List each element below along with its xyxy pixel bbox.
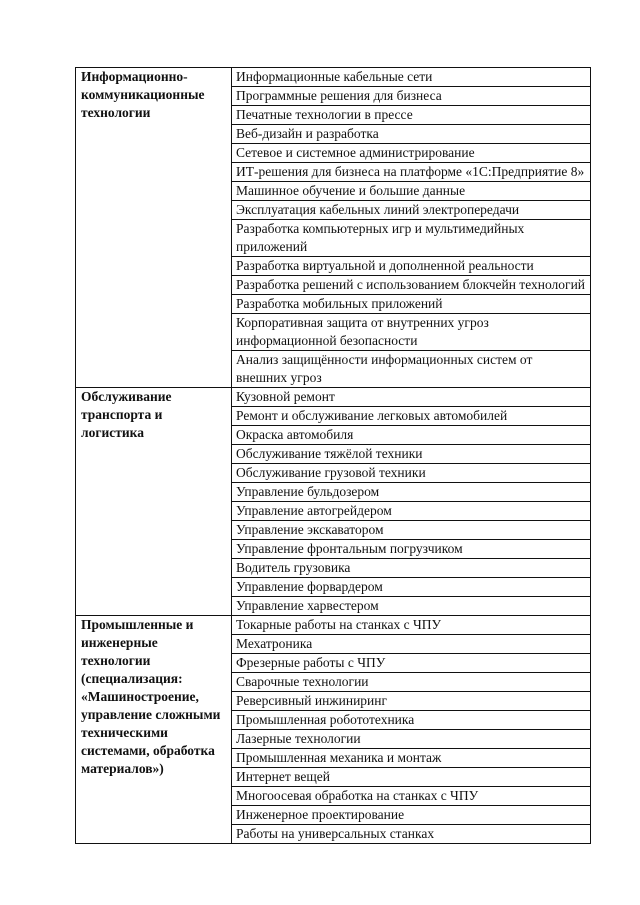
competency-cell: Инженерное проектирование xyxy=(232,806,591,825)
competency-cell: Многоосевая обработка на станках с ЧПУ xyxy=(232,787,591,806)
table-row xyxy=(76,68,591,87)
competency-cell: Фрезерные работы с ЧПУ xyxy=(232,654,591,673)
competency-cell: Разработка мобильных приложений xyxy=(232,295,591,314)
competency-cell: Машинное обучение и большие данные xyxy=(232,182,591,201)
competency-cell: Промышленная робототехника xyxy=(232,711,591,730)
competencies-table xyxy=(75,67,591,844)
competency-cell: Интернет вещей xyxy=(232,768,591,787)
competencies-table-body xyxy=(76,68,591,844)
competency-cell: Эксплуатация кабельных линий электропередачи xyxy=(232,201,591,220)
competency-cell: Сетевое и системное администрирование xyxy=(232,144,591,163)
competency-cell: Печатные технологии в прессе xyxy=(232,106,591,125)
competency-cell: Кузовной ремонт xyxy=(232,388,591,407)
competency-cell: Разработка виртуальной и дополненной реальности xyxy=(232,257,591,276)
competency-cell: Разработка компьютерных игр и мультимедийных приложений xyxy=(232,220,591,257)
competency-cell: Промышленная механика и монтаж xyxy=(232,749,591,768)
competency-cell: Водитель грузовика xyxy=(232,559,591,578)
competency-cell: Разработка решений с использованием блокчейн технологий xyxy=(232,276,591,295)
group-name-cell: Промышленные и инженерные технологии (специализация: «Машиностроение, управление сложными техническими системами, обработка материалов») xyxy=(76,616,232,844)
competency-cell: Управление экскаватором xyxy=(232,521,591,540)
competency-cell: Веб-дизайн и разработка xyxy=(232,125,591,144)
competency-cell: Управление автогрейдером xyxy=(232,502,591,521)
competency-cell: Мехатроника xyxy=(232,635,591,654)
competency-cell: Токарные работы на станках с ЧПУ xyxy=(232,616,591,635)
competency-cell: Управление форвардером xyxy=(232,578,591,597)
competency-cell: Управление бульдозером xyxy=(232,483,591,502)
competency-cell: Анализ защищённости информационных систем от внешних угроз xyxy=(232,351,591,388)
competency-cell: Работы на универсальных станках xyxy=(232,825,591,844)
competency-cell: Реверсивный инжиниринг xyxy=(232,692,591,711)
competency-cell: Обслуживание грузовой техники xyxy=(232,464,591,483)
competency-cell: Сварочные технологии xyxy=(232,673,591,692)
group-name-cell: Обслуживание транспорта и логистика xyxy=(76,388,232,616)
table-row xyxy=(76,388,591,407)
competency-cell: Программные решения для бизнеса xyxy=(232,87,591,106)
group-name-cell: Информационно-коммуникационные технологии xyxy=(76,68,232,388)
competency-cell: ИТ-решения для бизнеса на платформе «1С:Предприятие 8» xyxy=(232,163,591,182)
competency-cell: Ремонт и обслуживание легковых автомобилей xyxy=(232,407,591,426)
competency-cell: Корпоративная защита от внутренних угроз информационной безопасности xyxy=(232,314,591,351)
competency-cell: Окраска автомобиля xyxy=(232,426,591,445)
competency-cell: Информационные кабельные сети xyxy=(232,68,591,87)
competency-cell: Обслуживание тяжёлой техники xyxy=(232,445,591,464)
competency-cell: Управление харвестером xyxy=(232,597,591,616)
table-row xyxy=(76,616,591,635)
competency-cell: Лазерные технологии xyxy=(232,730,591,749)
competency-cell: Управление фронтальным погрузчиком xyxy=(232,540,591,559)
